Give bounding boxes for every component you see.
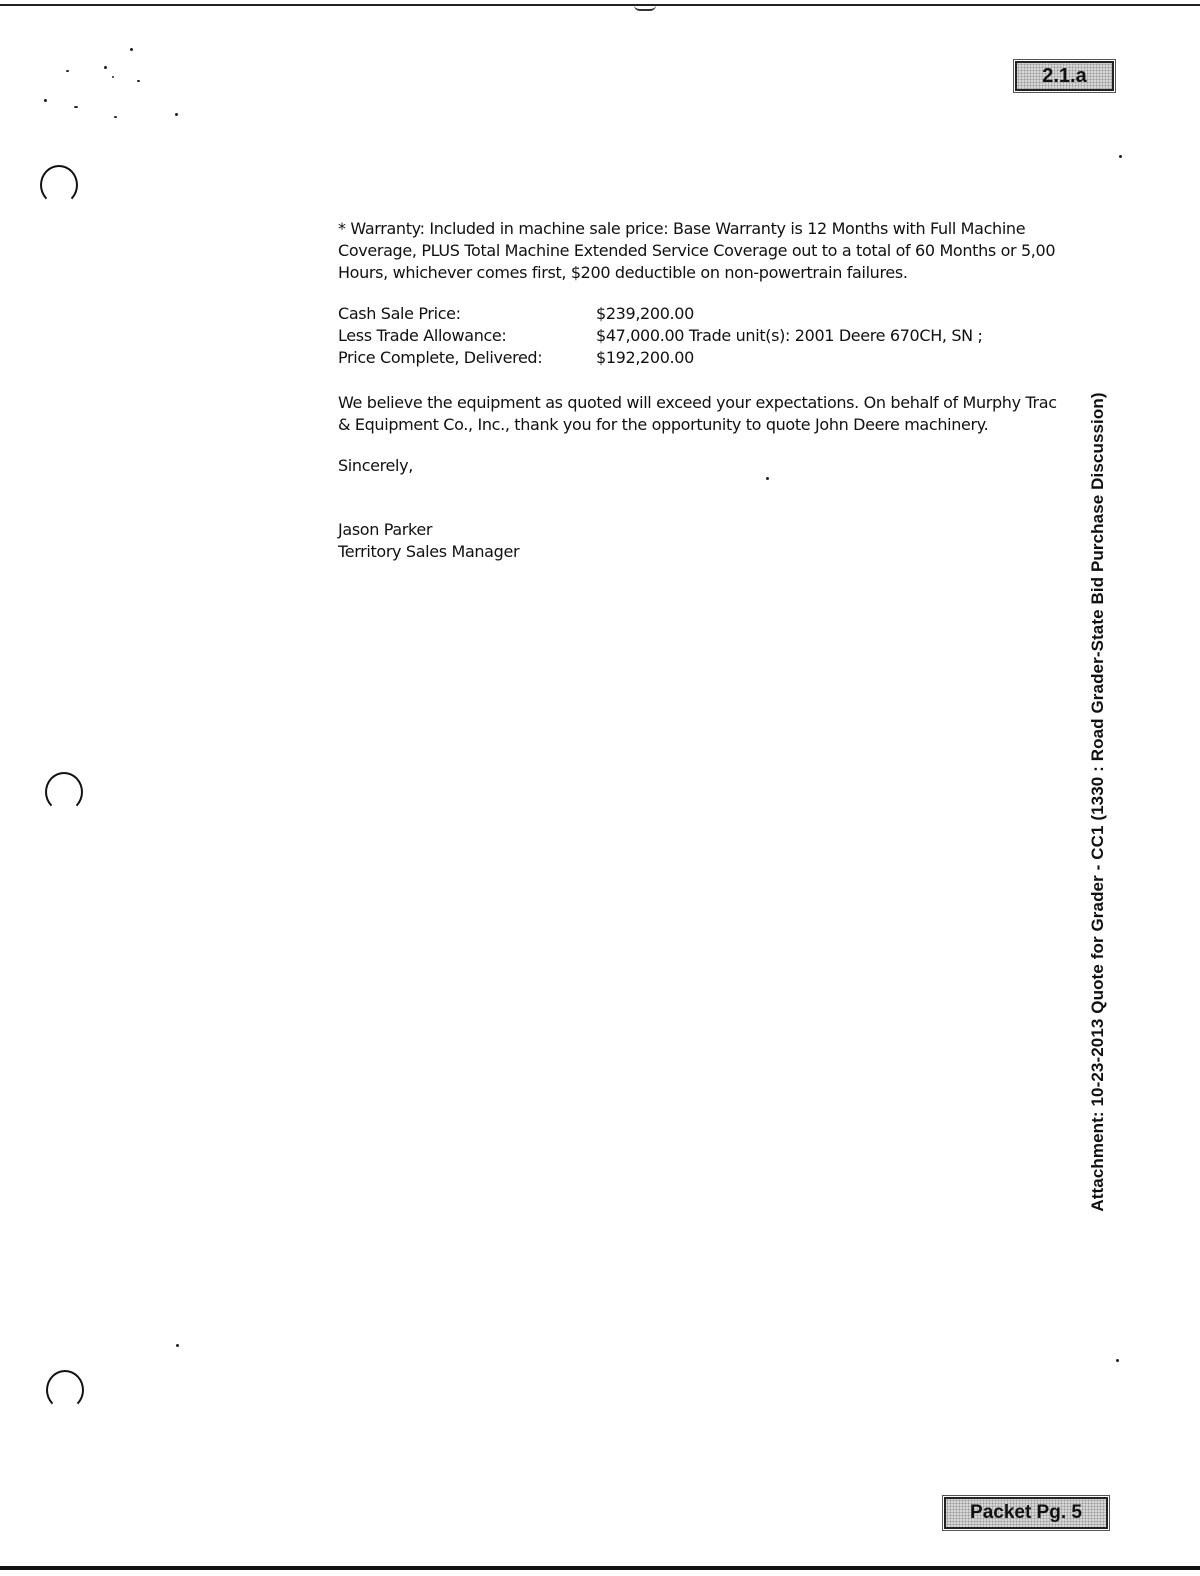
attachment-caption-text: Attachment: 10-23-2013 Quote for Grader - CC1 (1330 : Road Grader-State Bid Purchase Discussion): [1088, 392, 1107, 1212]
top-border-line: [0, 4, 1200, 6]
scan-speck: [104, 66, 107, 69]
signer-name: Jason Parker: [338, 520, 433, 539]
price-value: $192,200.00: [596, 348, 694, 367]
closing-line: We believe the equipment as quoted will exceed your expectations. On behalf of Murphy Trac: [338, 393, 1057, 412]
signer-title: Territory Sales Manager: [338, 542, 520, 561]
punch-hole: [40, 165, 78, 205]
scan-speck: [175, 113, 178, 116]
warranty-line: * Warranty: Included in machine sale price: Base Warranty is 12 Months with Full Machine: [338, 219, 1026, 238]
punch-hole: [45, 772, 83, 812]
agenda-item-tag: 2.1.a: [1015, 61, 1114, 91]
price-label: Cash Sale Price:: [338, 304, 461, 323]
scan-speck: [1116, 1359, 1119, 1362]
scan-speck: [44, 99, 47, 102]
scan-speck: [130, 48, 133, 51]
salutation: Sincerely,: [338, 456, 413, 475]
packet-page-tag: Packet Pg. 5: [944, 1497, 1108, 1529]
price-row-cash-sale: [338, 303, 1038, 325]
price-label: Price Complete, Delivered:: [338, 348, 543, 367]
scan-speck: [1119, 155, 1122, 158]
price-label: Less Trade Allowance:: [338, 326, 507, 345]
scan-speck: [766, 477, 769, 480]
scan-speck: [114, 116, 117, 118]
price-value: $47,000.00 Trade unit(s): 2001 Deere 670CH, SN ;: [596, 326, 983, 345]
scan-speck: [74, 106, 78, 108]
scan-speck: [137, 80, 140, 82]
bottom-border-line: [0, 1566, 1200, 1570]
top-border-notch: [634, 5, 656, 11]
scan-speck: [176, 1344, 179, 1347]
warranty-line: Coverage, PLUS Total Machine Extended Service Coverage out to a total of 60 Months or 5,00: [338, 241, 1056, 260]
price-row-trade-allowance: [338, 325, 1038, 347]
price-row-complete-delivered: [338, 347, 1038, 369]
warranty-line: Hours, whichever comes first, $200 deductible on non-powertrain failures.: [338, 263, 908, 282]
punch-hole: [46, 1370, 84, 1410]
closing-line: & Equipment Co., Inc., thank you for the opportunity to quote John Deere machinery.: [338, 415, 989, 434]
scan-speck: [112, 76, 114, 78]
price-value: $239,200.00: [596, 304, 694, 323]
scan-speck: [66, 70, 69, 72]
